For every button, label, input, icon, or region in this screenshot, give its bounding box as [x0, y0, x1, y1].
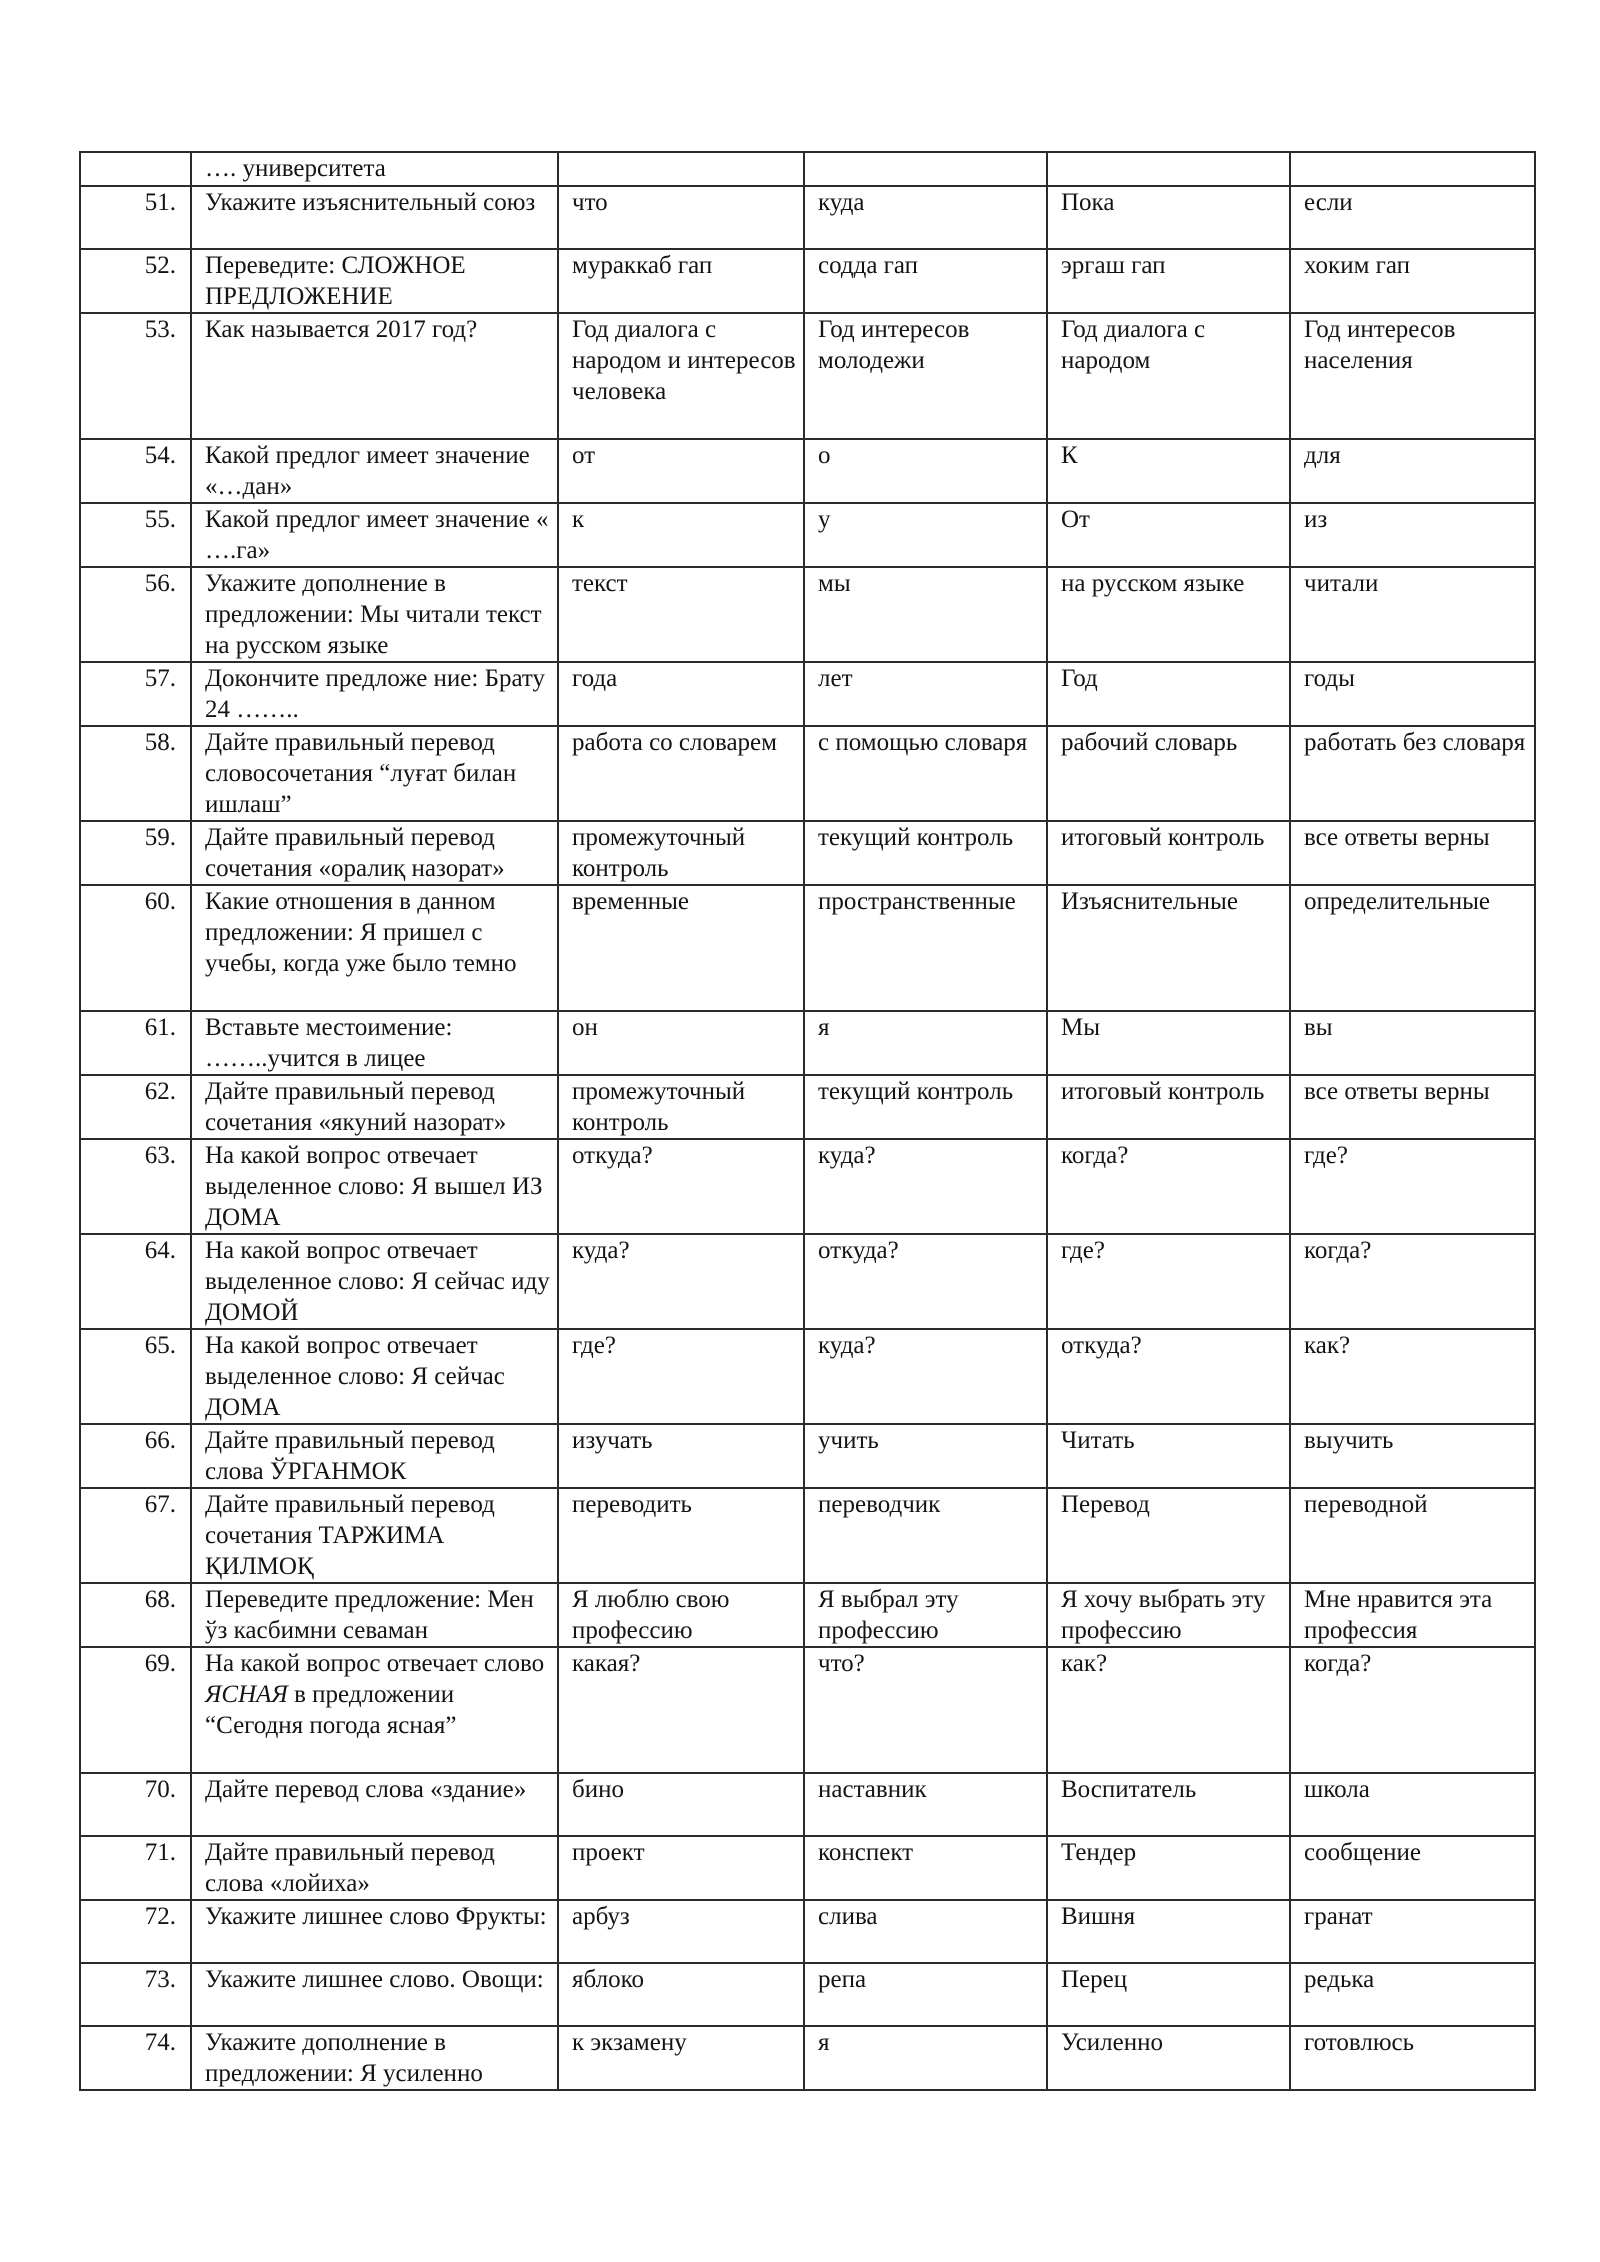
- question-number: 62.: [80, 1075, 191, 1139]
- answer-a: арбуз: [558, 1900, 804, 1963]
- table-row: [80, 662, 1535, 726]
- question-number: 63.: [80, 1139, 191, 1234]
- answer-b: Я выбрал эту профессию: [804, 1583, 1047, 1647]
- answer-d: [1290, 152, 1535, 186]
- answer-c: Год: [1047, 662, 1290, 726]
- answer-d: выучить: [1290, 1424, 1535, 1488]
- question-number: 57.: [80, 662, 191, 726]
- answer-d: если: [1290, 186, 1535, 249]
- answer-b: куда: [804, 186, 1047, 249]
- question-number: 51.: [80, 186, 191, 249]
- answer-c: откуда?: [1047, 1329, 1290, 1424]
- table-row: [80, 1075, 1535, 1139]
- question-text: Дайте правильный перевод сочетания ТАРЖИМА ҚИЛМОҚ: [191, 1488, 558, 1583]
- answer-c: Перевод: [1047, 1488, 1290, 1583]
- answer-a: что: [558, 186, 804, 249]
- question-text: [191, 1647, 558, 1773]
- answer-c: Пока: [1047, 186, 1290, 249]
- answer-d: где?: [1290, 1139, 1535, 1234]
- answer-a: какая?: [558, 1647, 804, 1773]
- answer-a: Я люблю свою профессию: [558, 1583, 804, 1647]
- table-row: [80, 1234, 1535, 1329]
- question-number: 53.: [80, 313, 191, 439]
- question-number: 59.: [80, 821, 191, 885]
- question-text-part: На какой вопрос отвечает слово: [205, 1650, 545, 1677]
- answer-b: репа: [804, 1963, 1047, 2026]
- answer-b: куда?: [804, 1139, 1047, 1234]
- question-text: Дайте перевод слова «здание»: [191, 1773, 558, 1836]
- answer-b: с помощью словаря: [804, 726, 1047, 821]
- answer-c: Тендер: [1047, 1836, 1290, 1900]
- answer-d: готовлюсь: [1290, 2026, 1535, 2090]
- answer-c: Перец: [1047, 1963, 1290, 2026]
- question-text: Укажите изъяснительный союз: [191, 186, 558, 249]
- answer-d: годы: [1290, 662, 1535, 726]
- answer-d: из: [1290, 503, 1535, 567]
- table-row: [80, 1647, 1535, 1773]
- answer-b: о: [804, 439, 1047, 503]
- answer-c: От: [1047, 503, 1290, 567]
- answer-c: где?: [1047, 1234, 1290, 1329]
- answer-a: к экзамену: [558, 2026, 804, 2090]
- question-text: Вставьте местоимение: ……..учится в лицее: [191, 1011, 558, 1075]
- answer-b: текущий контроль: [804, 1075, 1047, 1139]
- question-number: 72.: [80, 1900, 191, 1963]
- answer-d: когда?: [1290, 1234, 1535, 1329]
- question-number: 65.: [80, 1329, 191, 1424]
- answer-c: Усиленно: [1047, 2026, 1290, 2090]
- answer-d: читали: [1290, 567, 1535, 662]
- answer-a: промежуточный контроль: [558, 821, 804, 885]
- table-row: [80, 885, 1535, 1011]
- answer-a: года: [558, 662, 804, 726]
- question-number: 58.: [80, 726, 191, 821]
- question-number: 66.: [80, 1424, 191, 1488]
- question-text: На какой вопрос отвечает выделенное слово: Я сейчас ДОМА: [191, 1329, 558, 1424]
- answer-d: как?: [1290, 1329, 1535, 1424]
- answer-a: он: [558, 1011, 804, 1075]
- question-text: Укажите лишнее слово Фрукты:: [191, 1900, 558, 1963]
- answer-b: переводчик: [804, 1488, 1047, 1583]
- question-number: 68.: [80, 1583, 191, 1647]
- answer-c: рабочий словарь: [1047, 726, 1290, 821]
- question-number: 64.: [80, 1234, 191, 1329]
- answer-c: на русском языке: [1047, 567, 1290, 662]
- answer-b: куда?: [804, 1329, 1047, 1424]
- answer-c: Читать: [1047, 1424, 1290, 1488]
- answer-b: наставник: [804, 1773, 1047, 1836]
- answer-a: мураккаб гап: [558, 249, 804, 313]
- answer-c: Вишня: [1047, 1900, 1290, 1963]
- question-text: Укажите дополнение в предложении: Мы читали текст на русском языке: [191, 567, 558, 662]
- question-text: Дайте правильный перевод слова «лойиха»: [191, 1836, 558, 1900]
- question-number: 61.: [80, 1011, 191, 1075]
- table-row: [80, 567, 1535, 662]
- answer-a: от: [558, 439, 804, 503]
- answer-a: временные: [558, 885, 804, 1011]
- answer-d: работать без словаря: [1290, 726, 1535, 821]
- answer-a: Год диалога с народом и интересов человека: [558, 313, 804, 439]
- answer-a: текст: [558, 567, 804, 662]
- question-text: Переведите предложение: Мен ўз касбимни севаман: [191, 1583, 558, 1647]
- answer-a: к: [558, 503, 804, 567]
- question-text: Укажите лишнее слово. Овощи:: [191, 1963, 558, 2026]
- answer-a: где?: [558, 1329, 804, 1424]
- table-row: [80, 1424, 1535, 1488]
- answer-b: текущий контроль: [804, 821, 1047, 885]
- question-text: На какой вопрос отвечает выделенное слово: Я сейчас иду ДОМОЙ: [191, 1234, 558, 1329]
- answer-d: школа: [1290, 1773, 1535, 1836]
- answer-d: когда?: [1290, 1647, 1535, 1773]
- answer-d: Год интересов населения: [1290, 313, 1535, 439]
- table-row: [80, 1583, 1535, 1647]
- answer-d: все ответы верны: [1290, 821, 1535, 885]
- answer-b: [804, 152, 1047, 186]
- answer-b: мы: [804, 567, 1047, 662]
- answer-d: для: [1290, 439, 1535, 503]
- answer-b: у: [804, 503, 1047, 567]
- answer-b: откуда?: [804, 1234, 1047, 1329]
- answer-d: редька: [1290, 1963, 1535, 2026]
- table-row: [80, 313, 1535, 439]
- answer-d: Мне нравится эта профессия: [1290, 1583, 1535, 1647]
- table-row: [80, 1011, 1535, 1075]
- table-row: [80, 249, 1535, 313]
- question-text: Какой предлог имеет значение «…дан»: [191, 439, 558, 503]
- question-number: 69.: [80, 1647, 191, 1773]
- table-row: [80, 1329, 1535, 1424]
- answer-b: Год интересов молодежи: [804, 313, 1047, 439]
- question-text: Переведите: СЛОЖНОЕ ПРЕДЛОЖЕНИЕ: [191, 249, 558, 313]
- answer-b: я: [804, 2026, 1047, 2090]
- answer-c: как?: [1047, 1647, 1290, 1773]
- table-row: [80, 1900, 1535, 1963]
- answer-a: изучать: [558, 1424, 804, 1488]
- question-text: Какой предлог имеет значение « ….га»: [191, 503, 558, 567]
- question-number: 52.: [80, 249, 191, 313]
- answer-c: когда?: [1047, 1139, 1290, 1234]
- answer-b: слива: [804, 1900, 1047, 1963]
- question-text: Как называется 2017 год?: [191, 313, 558, 439]
- answer-b: учить: [804, 1424, 1047, 1488]
- quiz-table: [79, 151, 1536, 2091]
- question-text: Докончите предложе ние: Брату 24 ……..: [191, 662, 558, 726]
- table-row: [80, 2026, 1535, 2090]
- answer-a: яблоко: [558, 1963, 804, 2026]
- question-number: 55.: [80, 503, 191, 567]
- answer-a: промежуточный контроль: [558, 1075, 804, 1139]
- question-number: 73.: [80, 1963, 191, 2026]
- quiz-table-body: [80, 152, 1535, 2090]
- answer-a: работа со словарем: [558, 726, 804, 821]
- question-text: На какой вопрос отвечает выделенное слово: Я вышел ИЗ ДОМА: [191, 1139, 558, 1234]
- question-number: 54.: [80, 439, 191, 503]
- table-row: [80, 503, 1535, 567]
- answer-c: Изъяснительные: [1047, 885, 1290, 1011]
- answer-b: конспект: [804, 1836, 1047, 1900]
- answer-d: вы: [1290, 1011, 1535, 1075]
- highlighted-word: ЯСНАЯ: [205, 1681, 288, 1708]
- table-row: [80, 1139, 1535, 1234]
- question-text: Дайте правильный перевод словосочетания “луғат билан ишлаш”: [191, 726, 558, 821]
- answer-a: куда?: [558, 1234, 804, 1329]
- answer-a: бино: [558, 1773, 804, 1836]
- answer-b: я: [804, 1011, 1047, 1075]
- table-row: [80, 821, 1535, 885]
- question-text: Дайте правильный перевод слова ЎРГАНМОК: [191, 1424, 558, 1488]
- table-row: [80, 1963, 1535, 2026]
- question-number: 60.: [80, 885, 191, 1011]
- answer-d: определительные: [1290, 885, 1535, 1011]
- question-number: 71.: [80, 1836, 191, 1900]
- answer-c: эргаш гап: [1047, 249, 1290, 313]
- answer-a: откуда?: [558, 1139, 804, 1234]
- answer-c: итоговый контроль: [1047, 1075, 1290, 1139]
- question-number: 67.: [80, 1488, 191, 1583]
- answer-c: Я хочу выбрать эту профессию: [1047, 1583, 1290, 1647]
- question-number: [80, 152, 191, 186]
- answer-d: хоким гап: [1290, 249, 1535, 313]
- answer-c: итоговый контроль: [1047, 821, 1290, 885]
- answer-c: Мы: [1047, 1011, 1290, 1075]
- answer-b: что?: [804, 1647, 1047, 1773]
- question-number: 74.: [80, 2026, 191, 2090]
- question-text: Дайте правильный перевод сочетания «якуний назорат»: [191, 1075, 558, 1139]
- table-row: [80, 1836, 1535, 1900]
- table-row: [80, 186, 1535, 249]
- answer-a: проект: [558, 1836, 804, 1900]
- question-text: Какие отношения в данном предложении: Я пришел с учебы, когда уже было темно: [191, 885, 558, 1011]
- answer-c: Воспитатель: [1047, 1773, 1290, 1836]
- answer-b: содда гап: [804, 249, 1047, 313]
- answer-b: лет: [804, 662, 1047, 726]
- answer-d: сообщение: [1290, 1836, 1535, 1900]
- answer-d: переводной: [1290, 1488, 1535, 1583]
- answer-b: пространственные: [804, 885, 1047, 1011]
- answer-a: переводить: [558, 1488, 804, 1583]
- table-row-continuation: [80, 152, 1535, 186]
- question-number: 56.: [80, 567, 191, 662]
- answer-c: Год диалога с народом: [1047, 313, 1290, 439]
- question-text: Укажите дополнение в предложении: Я усиленно: [191, 2026, 558, 2090]
- answer-d: все ответы верны: [1290, 1075, 1535, 1139]
- answer-c: [1047, 152, 1290, 186]
- table-row: [80, 726, 1535, 821]
- table-row: [80, 439, 1535, 503]
- question-text-part: в предложении “Сегодня погода ясная”: [205, 1681, 457, 1739]
- table-row: [80, 1773, 1535, 1836]
- question-text: Дайте правильный перевод сочетания «оралиқ назорат»: [191, 821, 558, 885]
- answer-d: гранат: [1290, 1900, 1535, 1963]
- answer-c: К: [1047, 439, 1290, 503]
- question-text: …. университета: [191, 152, 558, 186]
- question-number: 70.: [80, 1773, 191, 1836]
- table-row: [80, 1488, 1535, 1583]
- answer-a: [558, 152, 804, 186]
